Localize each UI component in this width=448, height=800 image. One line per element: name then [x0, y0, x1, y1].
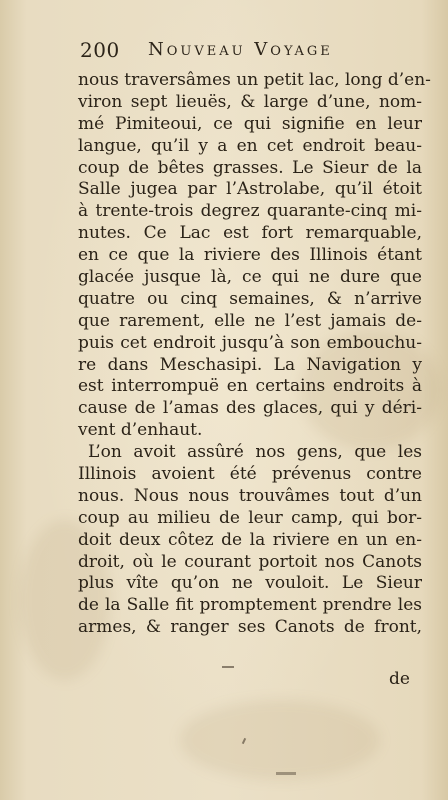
text-line: langue, qu’il y a en cet endroit beau-: [78, 135, 422, 156]
text-line: L’on avoit assûré nos gens, que les: [88, 442, 422, 463]
text-line: coup au milieu de leur camp, qui bor-: [78, 507, 422, 528]
text-line: Salle jugea par l’Astrolabe, qu’il étoit: [78, 179, 422, 200]
paper-stain: [180, 700, 380, 780]
text-line: cause de l’amas des glaces, qui y déri-: [78, 398, 422, 419]
text-line: coup de bêtes grasses. Le Sieur de la: [78, 157, 422, 178]
text-line: viron sept lieuës, & large d’une, nom-: [78, 91, 422, 112]
page-header: [80, 36, 420, 66]
text-line: armes, & ranger ses Canots de front,: [78, 617, 422, 638]
text-line: à trente-trois degrez quarante-cinq mi-: [78, 201, 422, 222]
text-line: mé Pimiteoui, ce qui signifie en leur: [78, 113, 422, 134]
text-line: en ce que la riviere des Illinois étant: [78, 245, 422, 266]
text-line: droit, où le courant portoit nos Canots: [78, 551, 422, 572]
text-line: re dans Meschasipi. La Navigation y: [78, 354, 422, 375]
text-line: nous traversâmes un petit lac, long d’en-: [78, 70, 431, 90]
text-line: que rarement, elle ne l’est jamais de-: [78, 310, 422, 331]
text-line: plus vîte qu’on ne vouloit. Le Sieur: [78, 573, 422, 594]
running-head: Nouveau Voyage: [148, 39, 333, 60]
text-line: glacée jusque là, ce qui ne dure que: [78, 267, 422, 288]
body-text: [78, 70, 431, 639]
text-line: nous. Nous nous trouvâmes tout d’un: [78, 485, 422, 506]
catchword: de: [389, 669, 410, 689]
ink-speck: [276, 772, 296, 775]
text-line: Illinois avoient été prévenus contre: [78, 464, 422, 485]
text-line: puis cet endroit jusqu’à son embouchu-: [78, 332, 422, 353]
text-line: nutes. Ce Lac est fort remarquable,: [78, 223, 422, 244]
text-line: de la Salle fit promptement prendre les: [78, 595, 422, 616]
text-line: est interrompuë en certains endroits à: [78, 376, 422, 397]
text-line: vent d’enhaut.: [78, 420, 203, 441]
ink-speck: [222, 666, 234, 668]
text-line: doit deux côtez de la riviere en un en-: [78, 529, 422, 550]
page-number: 200: [80, 38, 120, 62]
text-line: quatre ou cinq semaines, & n’arrive: [78, 288, 422, 309]
